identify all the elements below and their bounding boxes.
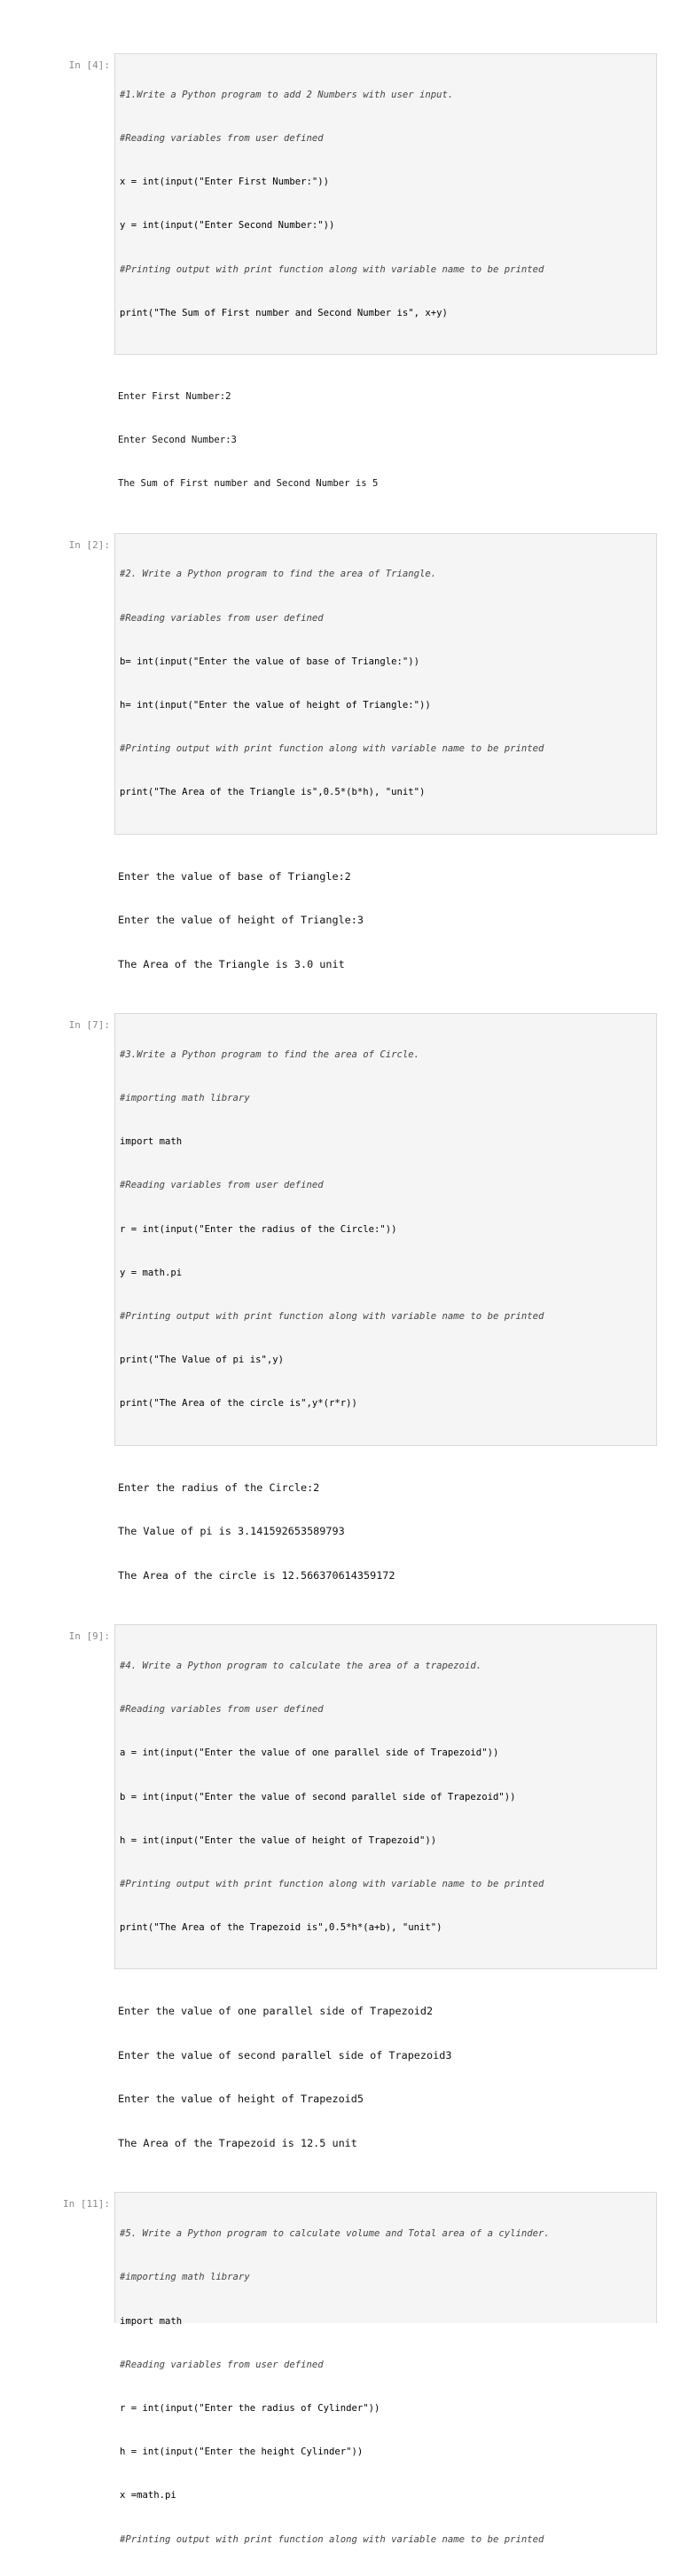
output-line: The Sum of First number and Second Number is 5 — [118, 478, 379, 490]
cell-prompt: In [11]: — [63, 2198, 110, 2211]
code-line: import math — [120, 1136, 183, 1148]
code-cell-2[interactable] — [0, 533, 681, 1001]
code-line: h = int(input("Enter the value of height of Trapezoid")) — [120, 1834, 437, 1846]
code-line: #3.Write a Python program to find the area of Circle. — [120, 1048, 420, 1060]
code-line: #Reading variables from user defined — [120, 133, 324, 145]
output-line: The Area of the Triangle is 3.0 unit — [118, 957, 345, 970]
code-line: #2. Write a Python program to find the area of Triangle. — [120, 569, 437, 580]
code-line: x = int(input("Enter First Number:")) — [120, 177, 329, 188]
cell-prompt: In [9]: — [68, 1630, 110, 1643]
code-line: print("The Sum of First number and Second Number is", x+y) — [120, 307, 448, 318]
code-line: #1.Write a Python program to add 2 Numbers with user input. — [120, 89, 454, 100]
code-cell-4[interactable] — [0, 1624, 681, 2179]
code-line: #4. Write a Python program to calculate the area of a trapezoid. — [120, 1660, 482, 1671]
output-line: Enter the radius of the Circle:2 — [118, 1480, 320, 1494]
output-line: Enter the value of one parallel side of Trapezoid2 — [118, 2005, 434, 2018]
code-input-editor[interactable] — [114, 2192, 657, 2545]
cell-prompt: In [7]: — [68, 1019, 110, 1032]
code-line: #Reading variables from user defined — [120, 2359, 324, 2370]
code-cell-3[interactable] — [0, 1013, 681, 1612]
code-line: #Reading variables from user defined — [120, 1180, 324, 1191]
output-line: The Value of pi is 3.141592653589793 — [118, 1525, 345, 1538]
output-line: The Area of the circle is 12.566370614359172 — [118, 1568, 395, 1582]
code-line: print("The Value of pi is",y) — [120, 1355, 284, 1366]
output-line: Enter Second Number:3 — [118, 435, 237, 446]
cell-prompt: In [4]: — [68, 59, 110, 71]
code-line: y = math.pi — [120, 1267, 183, 1278]
output-line: Enter the value of second parallel side of Trapezoid3 — [118, 2048, 452, 2062]
cell-output — [118, 1451, 681, 1613]
code-line: print("The Area of the Triangle is",0.5*(b*h), "unit") — [120, 787, 426, 798]
code-line: #Printing output with print function along with variable name to be printed — [120, 1879, 544, 1889]
code-line: #Printing output with print function along with variable name to be printed — [120, 2533, 544, 2545]
code-line: b= int(input("Enter the value of base of Triangle:")) — [120, 656, 420, 667]
code-cell-5[interactable] — [0, 2192, 681, 2545]
code-line: y = int(input("Enter Second Number:")) — [120, 220, 335, 232]
code-line: print("The Area of the circle is",y*(r*r)) — [120, 1398, 357, 1410]
code-line: h= int(input("Enter the value of height of Triangle:")) — [120, 699, 431, 711]
code-line: print("The Area of the Trapezoid is",0.5*h*(a+b), "unit") — [120, 1922, 442, 1934]
code-line: #Reading variables from user defined — [120, 612, 324, 624]
code-line: h = int(input("Enter the height Cylinder")) — [120, 2446, 364, 2458]
code-line: r = int(input("Enter the radius of the Circle:")) — [120, 1223, 397, 1235]
code-line: x =math.pi — [120, 2490, 176, 2501]
cell-output — [118, 840, 681, 1001]
output-line: Enter the value of base of Triangle:2 — [118, 869, 351, 883]
cell-prompt: In [2]: — [68, 538, 110, 551]
code-line: #importing math library — [120, 1093, 250, 1104]
output-line: Enter the value of height of Trapezoid5 — [118, 2093, 364, 2106]
code-cell-1[interactable] — [0, 53, 681, 521]
code-input-editor[interactable] — [114, 1624, 657, 1969]
code-line: b = int(input("Enter the value of second parallel side of Trapezoid")) — [120, 1791, 516, 1802]
code-line: #importing math library — [120, 2272, 250, 2283]
output-line: Enter First Number:2 — [118, 390, 231, 402]
cell-output — [118, 360, 681, 520]
code-line: #Printing output with print function along with variable name to be printed — [120, 263, 544, 275]
code-line: a = int(input("Enter the value of one parallel side of Trapezoid")) — [120, 1747, 499, 1759]
code-input-editor[interactable] — [114, 53, 657, 355]
code-line: #Printing output with print function along with variable name to be printed — [120, 1311, 544, 1323]
code-line: r = int(input("Enter the radius of Cylinder")) — [120, 2403, 380, 2415]
code-line: #Printing output with print function along with variable name to be printed — [120, 743, 544, 755]
code-line: #5. Write a Python program to calculate volume and Total area of a cylinder. — [120, 2228, 550, 2240]
cell-output — [118, 1975, 681, 2179]
code-input-editor[interactable] — [114, 533, 657, 835]
output-line: Enter the value of height of Triangle:3 — [118, 914, 364, 927]
code-line: import math — [120, 2315, 183, 2327]
output-line: The Area of the Trapezoid is 12.5 unit — [118, 2136, 357, 2149]
code-line: #Reading variables from user defined — [120, 1704, 324, 1716]
notebook-cells — [0, 53, 681, 2545]
code-input-editor[interactable] — [114, 1013, 657, 1446]
